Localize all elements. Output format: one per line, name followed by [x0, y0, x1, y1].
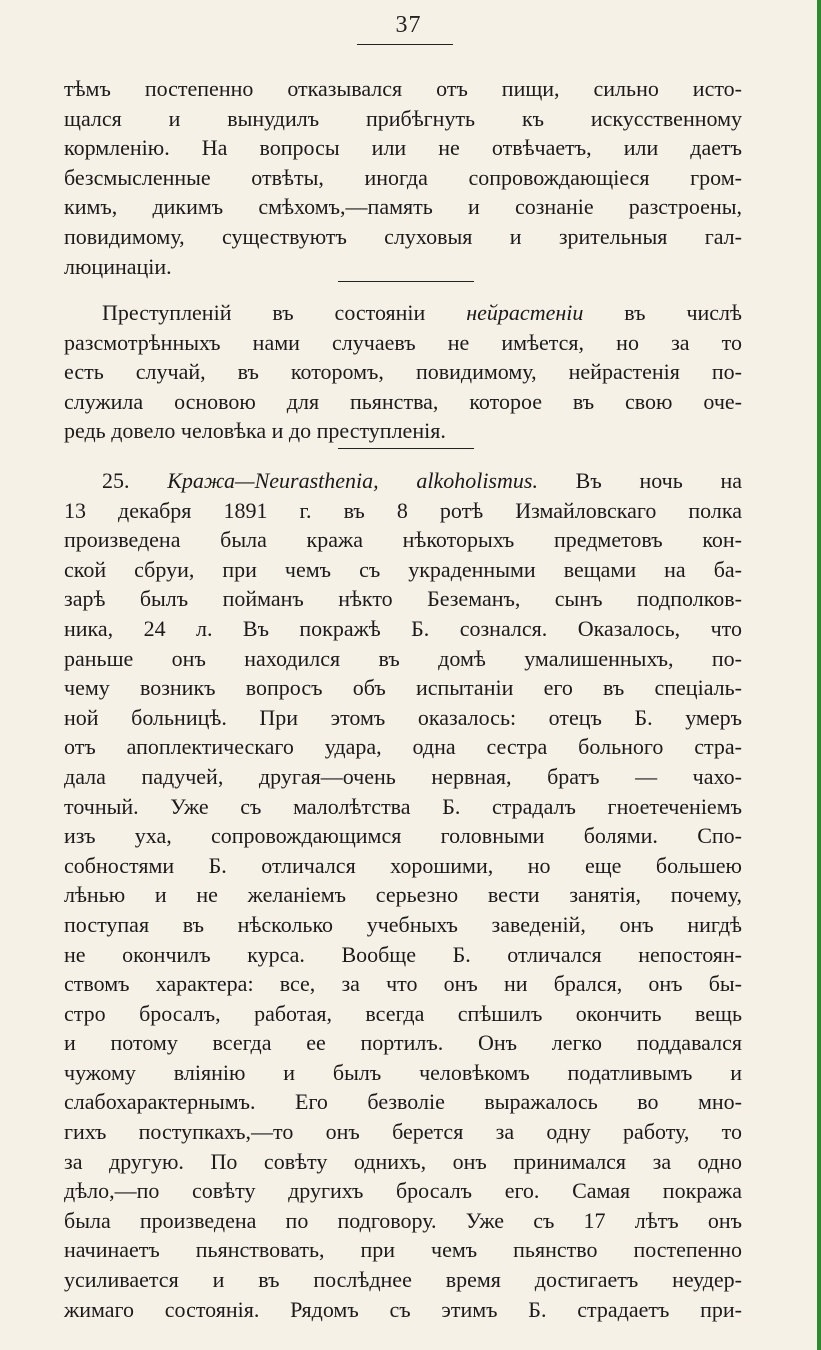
text-line: тѣмъ постепенно отказывался отъ пищи, сильно исто- — [64, 76, 742, 101]
text-line: щался и вынудилъ прибѣгнуть къ искусственному — [64, 105, 742, 131]
text-line — [64, 466, 742, 496]
page-number-rule — [357, 44, 453, 45]
text-line: зарѣ былъ пойманъ нѣкто Беземанъ, сынъ подполков- — [64, 586, 742, 612]
text-line: жимаго состоянія. Рядомъ съ этимъ Б. страдаетъ при- — [64, 1296, 742, 1322]
text-line: лѣнью и не желаніемъ серьезно вести занятія, почему, — [64, 882, 742, 908]
text-line: кормленію. На вопросы или не отвѣчаетъ, или даетъ — [64, 135, 742, 161]
text-line: служила основою для пьянства, которое въ свою оче- — [64, 388, 742, 414]
section-divider — [338, 281, 474, 282]
text-line: слабохарактернымъ. Его безволіе выражалось во мно- — [64, 1089, 742, 1115]
text-line: раньше онъ находился въ домѣ умалишенныхъ, по- — [64, 645, 742, 671]
page-number: 37 — [395, 12, 422, 38]
text-line: дала падучей, другая—очень нервная, братъ — чахо- — [64, 763, 742, 789]
text-line: чему возникъ вопросъ объ испытаніи его въ спеціаль- — [64, 675, 742, 701]
case-title: Кража—Neurasthenia, alkoholismus. — [167, 468, 538, 493]
text-line: люцинаціи. — [64, 253, 172, 279]
text-line: гихъ поступкахъ,—то онъ берется за одну работу, то — [64, 1119, 742, 1145]
text-line: ской сбруи, при чемъ съ украденными вещами на ба- — [64, 556, 742, 582]
text-line: ствомъ характера: все, за что онъ ни брался, онъ бы- — [64, 971, 742, 997]
text-line: поступая въ нѣсколько учебныхъ заведеній, онъ нигдѣ — [64, 911, 742, 937]
text-line: точный. Уже съ малолѣтства Б. страдалъ гноетеченіемъ — [64, 793, 742, 819]
section-divider — [338, 448, 474, 449]
text-line: ной больницѣ. При этомъ оказалось: отецъ Б. умеръ — [64, 704, 742, 730]
text-line: стро бросалъ, работая, всегда спѣшилъ окончить вещь — [64, 1000, 742, 1026]
italic-term: нейрастеніи — [466, 300, 584, 325]
text-line: собностями Б. отличался хорошими, но еще большею — [64, 852, 742, 878]
text-line: произведена была кража нѣкоторыхъ предметовъ кон- — [64, 527, 742, 553]
text-line: отъ апоплектическаго удара, одна сестра больного стра- — [64, 734, 742, 760]
text-line: есть случай, въ которомъ, повидимому, нейрастенія по- — [64, 359, 742, 385]
text-line: изъ уха, сопровождающимся головными болями. Спо- — [64, 823, 742, 849]
paragraph-3 — [64, 466, 742, 1324]
text-line: за другую. По совѣту однихъ, онъ принимался за одно — [64, 1148, 742, 1174]
text-line: была произведена по подговору. Уже съ 17 лѣтъ онъ — [64, 1207, 742, 1233]
text-line: 13 декабря 1891 г. въ 8 ротѣ Измайловскаго полка — [64, 497, 742, 523]
text-fragment: въ числѣ — [583, 300, 742, 325]
text-line: ника, 24 л. Въ покражѣ Б. сознался. Оказалось, что — [64, 615, 742, 641]
text-fragment: Въ ночь на — [537, 468, 742, 493]
text-line: кимъ, дикимъ смѣхомъ,—память и сознаніе разстроены, — [64, 194, 742, 220]
text-line: разсмотрѣнныхъ нами случаевъ не имѣется, но за то — [64, 329, 742, 355]
text-line: повидимому, существуютъ слуховыя и зрительныя гал- — [64, 223, 742, 249]
text-line: безсмысленные отвѣты, иногда сопровождающіеся гром- — [64, 164, 742, 190]
text-line: начинаетъ пьянствовать, при чемъ пьянство постепенно — [64, 1237, 742, 1263]
text-fragment: Преступленій въ состояніи — [102, 300, 467, 325]
text-line — [64, 298, 742, 328]
paragraph-2 — [64, 298, 742, 446]
text-line: чужому вліянію и былъ человѣкомъ податливымъ и — [64, 1059, 742, 1085]
text-line: усиливается и въ послѣднее время достигаетъ неудер- — [64, 1267, 742, 1293]
case-number: 25. — [102, 468, 130, 493]
text-line: редь довело человѣка и до преступленія. — [64, 418, 446, 444]
text-line: не окончилъ курса. Вообще Б. отличался непостоян- — [64, 941, 742, 967]
text-line: и потому всегда ее портилъ. Онъ легко поддавался — [64, 1030, 742, 1056]
text-line: дѣло,—по совѣту другихъ бросалъ его. Самая покража — [64, 1178, 742, 1204]
paragraph-1 — [64, 74, 742, 281]
